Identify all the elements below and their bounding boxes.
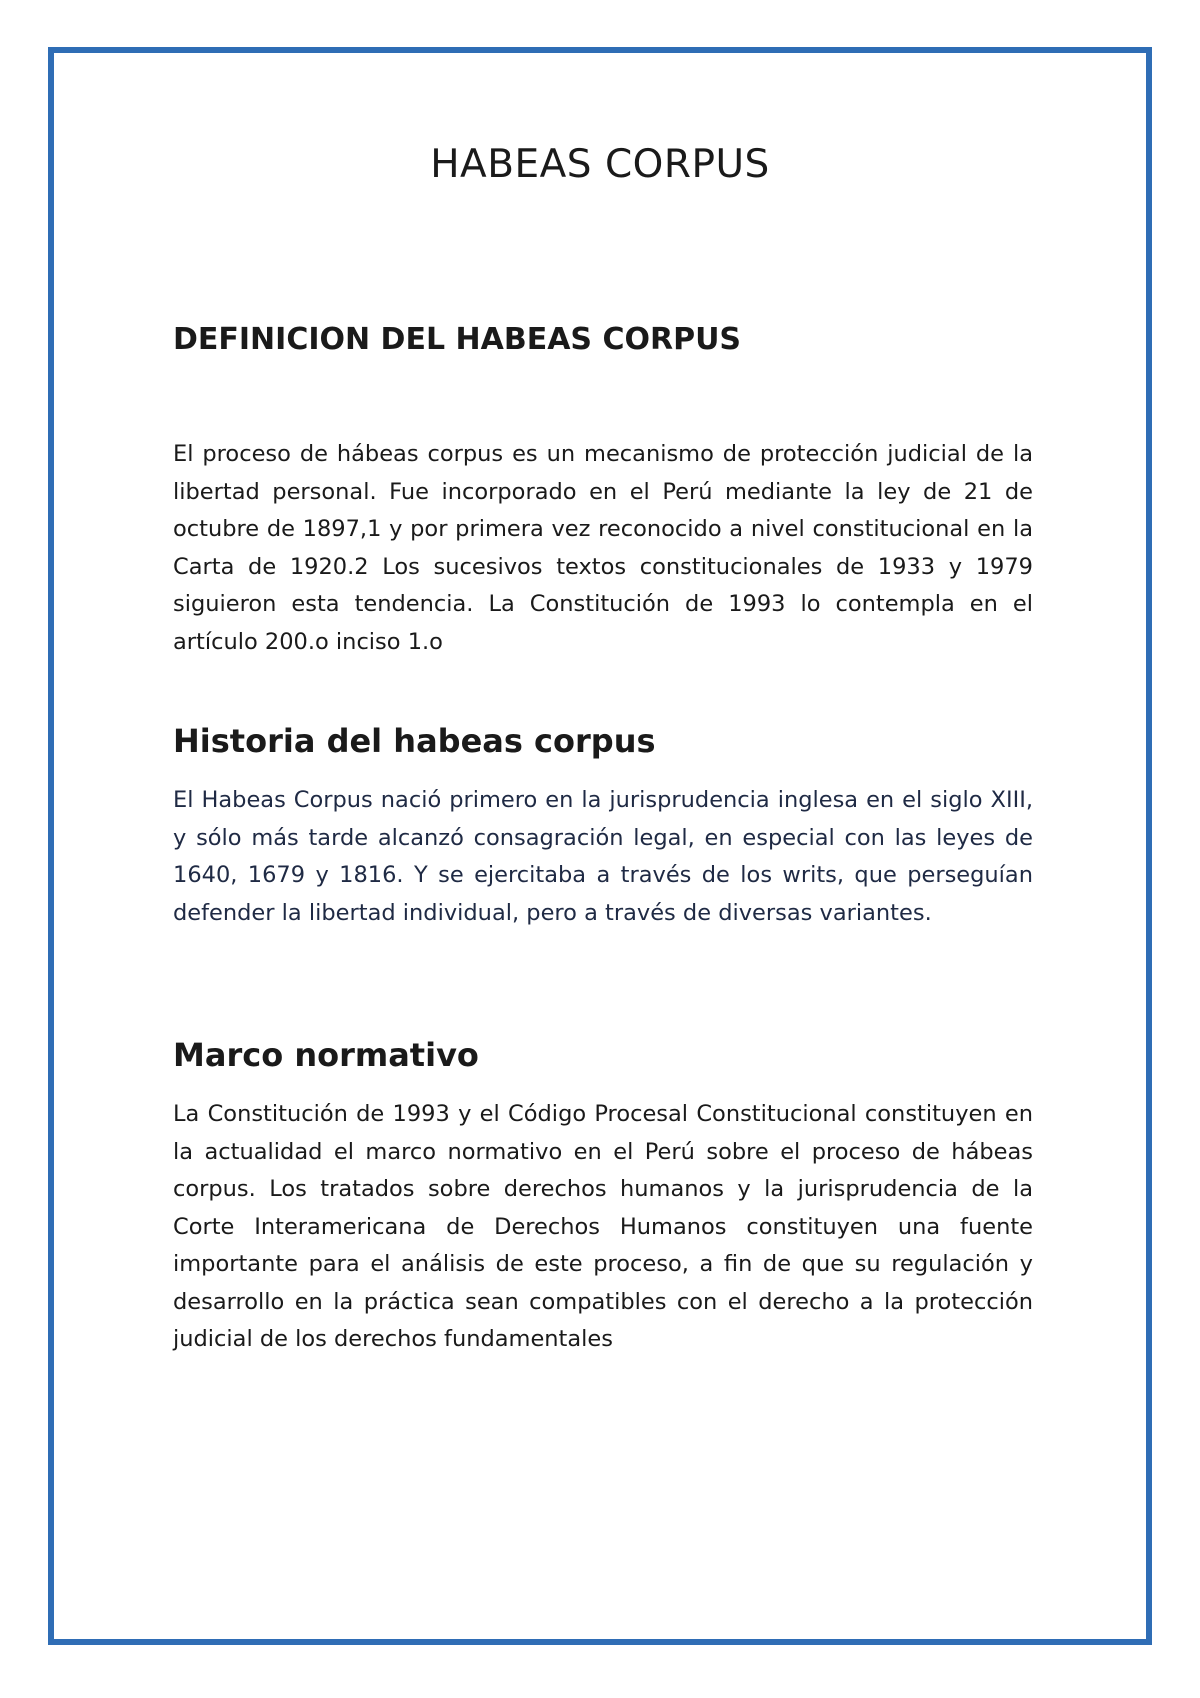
- section-paragraph-marco-normativo: La Constitución de 1993 y el Código Procesal Constitucional constituyen en la actualidad el marco normativo en el Perú sobre el proceso de hábeas corpus. Los tratados sobre derechos humanos y la jurisprudencia de la Corte Interamericana de Derechos Humanos constituyen una fuente importante para el análisis de este proceso, a fin de que su regulación y desarrollo en la práctica sean compatibles con el derecho a la protección judicial de los derechos fundamentales: [173, 1101, 1033, 1352]
- section-heading-historia: Historia del habeas corpus: [173, 722, 656, 760]
- section-heading-marco-normativo: Marco normativo: [173, 1036, 479, 1074]
- section-paragraph-definicion: El proceso de hábeas corpus es un mecanismo de protección judicial de la libertad personal. Fue incorporado en el Perú mediante la ley de 21 de octubre de 1897,1 y por primera vez reconocido a nivel constitucional en la Carta de 1920.2 Los sucesivos textos constitucionales de 1933 y 1979 siguieron esta tendencia. La Constitución de 1993 lo contempla en el artículo 200.o inciso 1.o: [173, 441, 1033, 655]
- document-title: HABEAS CORPUS: [430, 142, 770, 187]
- section-heading-definicion: DEFINICION DEL HABEAS CORPUS: [173, 322, 742, 357]
- section-paragraph-historia: El Habeas Corpus nació primero en la jurisprudencia inglesa en el siglo XIII, y sólo más tarde alcanzó consagración legal, en especial con las leyes de 1640, 1679 y 1816. Y se ejercitaba a través de los writs, que perseguían defender la libertad individual, pero a través de diversas variantes.: [173, 787, 1033, 926]
